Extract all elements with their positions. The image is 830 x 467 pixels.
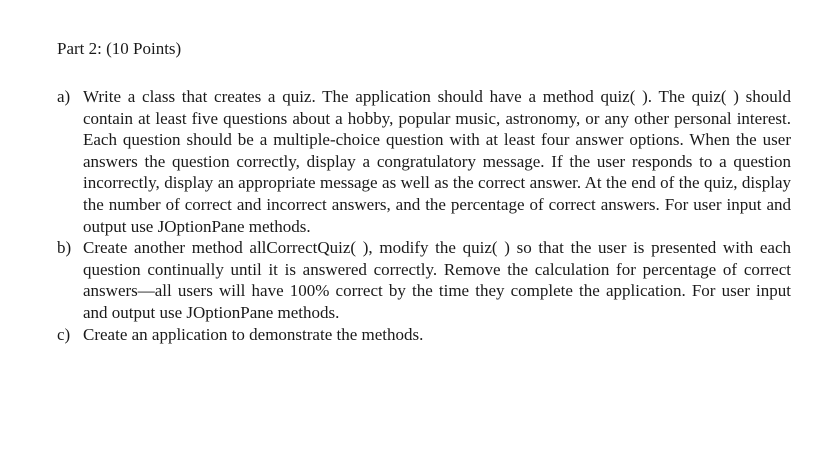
question-list	[57, 86, 791, 345]
question-marker: c)	[57, 324, 71, 344]
question-text: Create another method allCorrectQuiz( ), modify the quiz( ) so that the user is presented with each question continually until it is answered correctly. Remove the calculation for percentage of correct answers—all users will have 100% correct by the time they complete the application. For user input and output use JOptionPane methods.	[83, 238, 791, 322]
question-text: Create an application to demonstrate the methods.	[83, 324, 424, 344]
question-c	[57, 324, 791, 346]
question-a	[57, 86, 791, 237]
part-heading: Part 2: (10 Points)	[57, 39, 182, 58]
question-marker: a)	[57, 87, 71, 106]
question-b	[57, 237, 791, 323]
question-marker: b)	[57, 238, 72, 258]
question-text: Write a class that creates a quiz. The application should have a method quiz( ). The quiz( ) should contain at least five questions about a hobby, popular music, astronomy, or any other personal interest. Each question should be a multiple-choice question with at least four answer options. When the user answers the question correctly, display a congratulatory message. If the user responds to a question incorrectly, display an appropriate message as well as the correct answer. At the end of the quiz, display the number of correct and incorrect answers, and the percentage of correct answers. For user input and output use JOptionPane methods.	[83, 87, 791, 236]
